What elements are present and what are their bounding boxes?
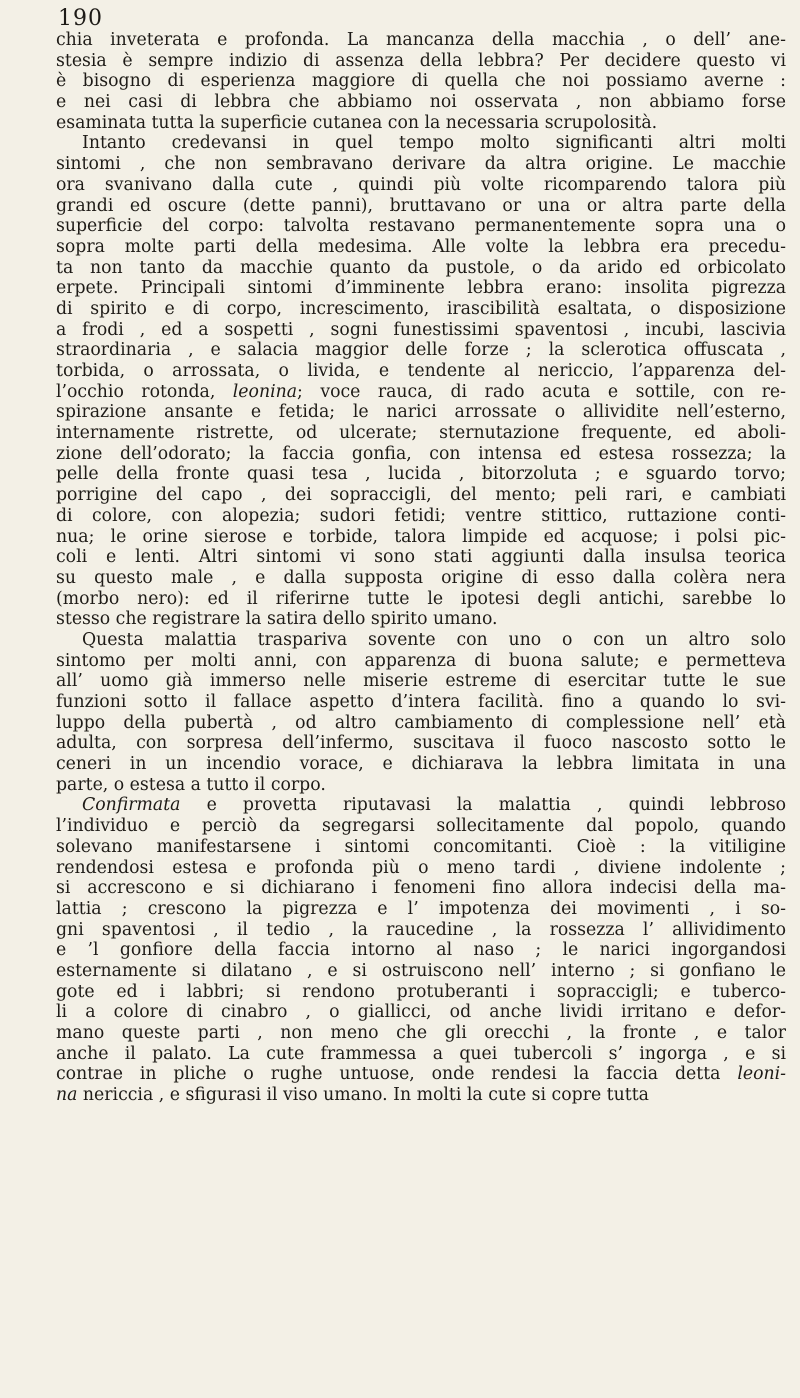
text-line: torbida, o arrossata, o livida, e tendente al nericcio, l’apparenza del-: [56, 361, 786, 381]
page-number: 190: [58, 6, 103, 31]
text-line: pelle della fronte quasi tesa , lucida , bitorzoluta ; e sguardo torvo;: [56, 464, 786, 485]
text-line: Confirmata e provetta riputavasi la malattia , quindi lebbroso: [82, 795, 786, 816]
text-line: esternamente si dilatano , e si ostruiscono nell’ interno ; si gonfiano le: [56, 960, 786, 981]
text-line: e nei casi di lebbra che abbiamo noi osservata , non abbiamo forse: [56, 92, 786, 113]
text-line: sintomi , che non sembravano derivare da altra origine. Le macchie: [56, 154, 786, 175]
italic-text: leoni-: [737, 1064, 786, 1085]
text-line: (morbo nero): ed il riferirne tutte le ipotesi degli antichi, sarebbe lo: [56, 588, 786, 609]
text-line: a frodi , ed a sospetti , sogni funestissimi spaventosi , incubi, lascivia: [56, 319, 786, 340]
text-line: gote ed i labbri; si rendono protuberanti i sopraccigli; e tuberco-: [56, 981, 786, 1002]
text-line: rendendosi estesa e profonda più o meno tardi , diviene indolente ;: [56, 857, 786, 878]
text-line: su questo male , e dalla supposta origine di esso dalla colèra nera: [56, 567, 786, 588]
text-line: stesso che registrare la satira dello spirito umano.: [56, 609, 498, 630]
text-line: Intanto credevansi in quel tempo molto significanti altri molti: [82, 133, 786, 154]
text-line: na nericcia , e sfigurasi il viso umano. In molti la cute si copre tutta: [56, 1085, 649, 1106]
text-line: grandi ed oscure (dette panni), bruttavano or una or altra parte della: [56, 195, 786, 216]
text-line: contrae in pliche o rughe untuose, onde rendesi la faccia detta leoni-: [56, 1064, 786, 1085]
text-line: anche il palato. La cute frammessa a quei tubercoli s’ ingorga , e si: [56, 1043, 786, 1064]
text-line: luppo della pubertà , od altro cambiamento di complessione nell’ età: [56, 712, 786, 733]
paragraph: [56, 30, 786, 133]
italic-text: na: [56, 1085, 78, 1106]
text-line: all’ uomo già immerso nelle miserie estreme di esercitar tutte le sue: [56, 671, 786, 692]
text-line: esaminata tutta la superficie cutanea con la necessaria scrupolosità.: [56, 112, 658, 133]
text-line: porrigine del capo , dei sopraccigli, del mento; peli rari, e cambiati: [56, 485, 786, 506]
text-line: zione dell’odorato; la faccia gonfia, con intensa ed estesa rossezza; la: [56, 443, 786, 464]
text-line: straordinaria , e salacia maggior delle forze ; la sclerotica offuscata ,: [56, 340, 786, 361]
text-line: solevano manifestarsene i sintomi concomitanti. Cioè : la vitiligine: [56, 836, 786, 857]
paragraph: [56, 795, 786, 1105]
text-line: lattia ; crescono la pigrezza e l’ impotenza dei movimenti , i so-: [56, 898, 786, 919]
italic-text: Confirmata: [82, 795, 181, 816]
text-line: ta non tanto da macchie quanto da pustole, o da arido ed orbicolato: [56, 257, 786, 278]
text-line: mano queste parti , non meno che gli orecchi , la fronte , e talor: [56, 1023, 786, 1043]
text-line: di spirito e di corpo, increscimento, irascibilità esaltata, o disposizione: [56, 298, 786, 319]
text-line: sopra molte parti della medesima. Alle volte la lebbra era precedu-: [56, 236, 786, 257]
text-line: superficie del corpo: talvolta restavano permanentemente sopra una o: [56, 216, 786, 237]
text-line: adulta, con sorpresa dell’infermo, suscitava il fuoco nascosto sotto le: [56, 733, 786, 754]
text-line: si accrescono e si dichiarano i fenomeni fino allora indecisi della ma-: [56, 878, 786, 899]
text-line: li a colore di cinabro , o giallicci, od anche lividi irritano e defor-: [56, 1002, 786, 1023]
text-line: sintomo per molti anni, con apparenza di buona salute; e permetteva: [56, 650, 786, 671]
text-line: nua; le orine sierose e torbide, talora limpide ed acquose; i polsi pic-: [56, 526, 786, 547]
text-line: Questa malattia traspariva sovente con uno o con un altro solo: [82, 629, 786, 650]
text-line: di colore, con alopezia; sudori fetidi; ventre stittico, ruttazione conti-: [56, 505, 786, 526]
text-line: stesia è sempre indizio di assenza della lebbra? Per decidere questo vi: [56, 50, 786, 71]
text-line: erpete. Principali sintomi d’imminente lebbra erano: insolita pigrezza: [56, 278, 786, 299]
text-line: ceneri in un incendio vorace, e dichiarava la lebbra limitata in una: [56, 754, 786, 775]
text-line: è bisogno di esperienza maggiore di quella che noi possiamo averne :: [56, 71, 786, 92]
text-line: l’occhio rotonda, leonina; voce rauca, di rado acuta e sottile, con re-: [56, 381, 786, 402]
text-line: l’individuo e perciò da segregarsi sollecitamente dal popolo, quando: [56, 816, 786, 837]
paragraph: [56, 133, 786, 630]
italic-text: leonina: [232, 381, 298, 402]
text-line: ora svanivano dalla cute , quindi più volte ricomparendo talora più: [56, 174, 786, 195]
text-line: funzioni sotto il fallace aspetto d’intera facilità. fino a quando lo svi-: [56, 692, 786, 712]
text-line: spirazione ansante e fetida; le narici arrossate o allividite nell’esterno,: [56, 402, 786, 423]
text-line: chia inveterata e profonda. La mancanza della macchia , o dell’ ane-: [56, 30, 786, 50]
paragraph: [56, 630, 786, 796]
text-line: coli e lenti. Altri sintomi vi sono stati aggiunti dalla insulsa teorica: [56, 547, 786, 568]
text-line: e ’l gonfiore della faccia intorno al naso ; le narici ingorgandosi: [56, 940, 786, 961]
text-line: internamente ristrette, od ulcerate; sternutazione frequente, ed aboli-: [56, 423, 786, 444]
text-line: gni spaventosi , il tedio , la raucedine , la rossezza l’ allividimento: [56, 919, 786, 940]
body-text: [56, 30, 786, 1106]
text-line: parte, o estesa a tutto il corpo.: [56, 774, 326, 795]
